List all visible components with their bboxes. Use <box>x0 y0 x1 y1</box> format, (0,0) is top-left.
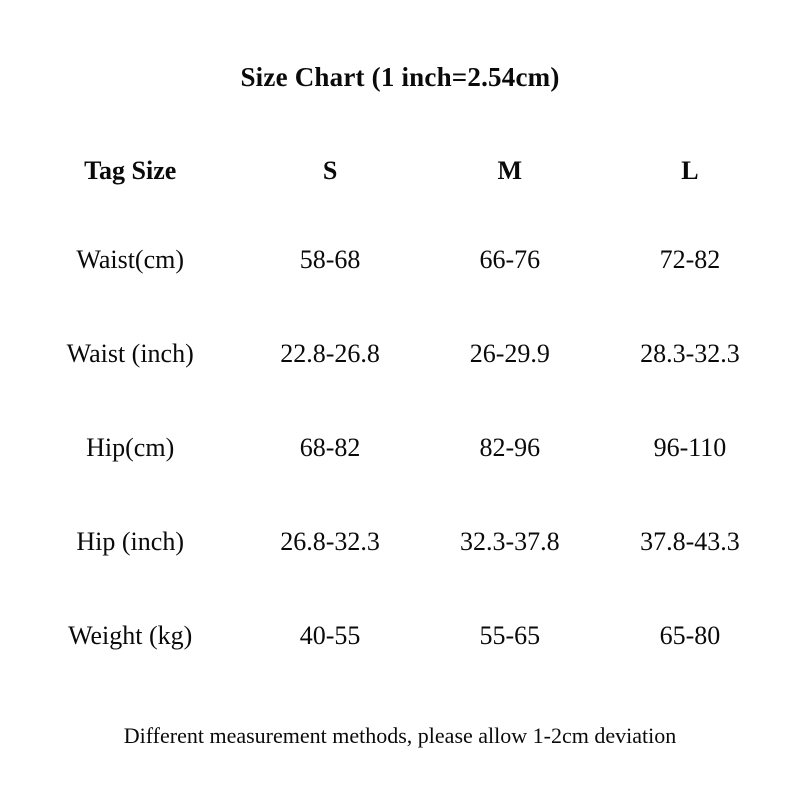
column-header-l: L <box>681 156 699 185</box>
cell-waist-cm-m: 66-76 <box>479 245 541 274</box>
page-title: Size Chart (1 inch=2.54cm) <box>240 62 560 92</box>
table-header <box>20 129 780 213</box>
cell-weight-kg-l: 65-80 <box>659 621 721 650</box>
table-body <box>20 213 780 683</box>
cell-waist-inch-l: 28.3-32.3 <box>640 339 740 368</box>
row-label-waist-inch: Waist (inch) <box>66 339 194 368</box>
row-label-weight-kg: Weight (kg) <box>68 621 193 650</box>
deviation-note: Different measurement methods, please allow 1-2cm deviation <box>123 723 677 748</box>
cell-hip-inch-l: 37.8-43.3 <box>640 527 740 556</box>
cell-hip-cm-m: 82-96 <box>479 433 541 462</box>
cell-hip-cm-l: 96-110 <box>653 433 727 462</box>
cell-waist-cm-s: 58-68 <box>299 245 361 274</box>
cell-weight-kg-s: 40-55 <box>299 621 361 650</box>
table-row <box>20 401 780 495</box>
column-header-s: S <box>322 156 338 185</box>
row-label-waist-cm: Waist(cm) <box>76 245 185 274</box>
cell-weight-kg-m: 55-65 <box>479 621 541 650</box>
cell-waist-inch-m: 26-29.9 <box>469 339 550 368</box>
cell-hip-inch-s: 26.8-32.3 <box>280 527 380 556</box>
table-row <box>20 589 780 683</box>
cell-hip-cm-s: 68-82 <box>299 433 361 462</box>
cell-waist-inch-s: 22.8-26.8 <box>280 339 380 368</box>
table-row <box>20 495 780 589</box>
table-row <box>20 307 780 401</box>
table-header-row <box>20 129 780 213</box>
column-header-m: M <box>497 156 523 185</box>
cell-hip-inch-m: 32.3-37.8 <box>459 527 560 556</box>
row-label-hip-cm: Hip(cm) <box>86 433 175 462</box>
size-chart-table <box>20 129 780 683</box>
table-row <box>20 213 780 307</box>
cell-waist-cm-l: 72-82 <box>659 245 721 274</box>
column-header-tag-size: Tag Size <box>84 156 177 185</box>
row-label-hip-inch: Hip (inch) <box>76 527 184 556</box>
